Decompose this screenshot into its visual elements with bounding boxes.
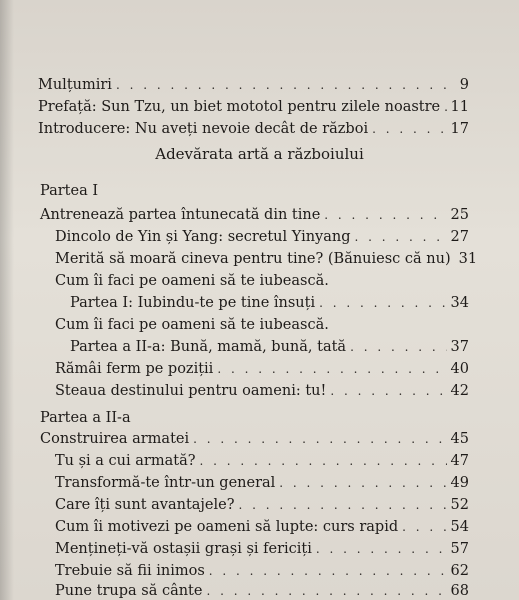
toc-entry-page: 37: [450, 339, 469, 355]
part-label: Partea I: [40, 183, 99, 199]
toc-entry-page: 47: [450, 453, 469, 469]
toc-leader: [209, 562, 447, 580]
toc-leader: [355, 228, 447, 246]
toc-entry-page: 31: [458, 251, 478, 267]
part-label: Partea a II-a: [40, 410, 131, 426]
toc-entry-page: 9: [459, 77, 469, 93]
toc-entry: [55, 518, 469, 536]
toc-entry: [55, 272, 469, 290]
toc-entry: [70, 338, 469, 356]
toc-entry-title: Merită să moară cineva pentru tine? (Bănuiesc că nu): [55, 251, 451, 267]
toc-leader: [217, 360, 446, 378]
toc-entry-title: Trebuie să fii inimos: [55, 563, 205, 579]
toc-entry-page: 54: [450, 519, 469, 535]
toc-leader: [350, 338, 446, 356]
toc-entry: [38, 76, 469, 94]
toc-entry: [55, 582, 469, 600]
toc-entry: [55, 452, 469, 470]
toc-entry-title: Antrenează partea întunecată din tine: [40, 207, 321, 223]
toc-entry: [55, 496, 469, 514]
toc-entry: [55, 316, 469, 334]
toc-entry-title: Partea I: Iubindu-te pe tine însuți: [70, 295, 316, 311]
toc-leader: [402, 518, 446, 536]
toc-leader: [444, 98, 446, 116]
toc-entry-title: Steaua destinului pentru oameni: tu!: [55, 383, 327, 399]
toc-entry-title: Tu și a cui armată?: [55, 453, 196, 469]
toc-leader: [206, 582, 446, 600]
toc-entry: [55, 360, 469, 378]
toc-entry-title: Rămâi ferm pe poziții: [55, 361, 214, 377]
toc-entry: [40, 206, 469, 224]
toc-entry-title: Menținеți-vă ostașii grași și fericiți: [55, 541, 312, 557]
toc-entry: [40, 430, 469, 448]
toc-leader: [116, 76, 456, 94]
toc-entry: [38, 120, 469, 138]
toc-entry-page: 40: [450, 361, 469, 377]
toc-entry-page: 25: [450, 207, 469, 223]
toc-leader: [330, 382, 446, 400]
toc-entry: [55, 540, 469, 558]
toc-entry-page: 62: [450, 563, 469, 579]
toc-leader: [319, 294, 446, 312]
toc-entry-page: 34: [450, 295, 469, 311]
toc-entry-title: Transformă-te într-un general: [55, 475, 276, 491]
toc-entry: [55, 228, 469, 246]
toc-entry: [70, 294, 469, 312]
toc-entry-title: Cum îi motivezi pe oameni să lupte: curs rapid: [55, 519, 399, 535]
toc-leader: [324, 206, 446, 224]
toc-entry-title: Cum îi faci pe oameni să te iubească.: [55, 317, 329, 333]
toc-entry: [55, 474, 469, 492]
toc-entry-title: Prefață: Sun Tzu, un biet mototol pentru zilele noastre: [38, 99, 441, 115]
toc-entry-page: 27: [450, 229, 469, 245]
toc-entry-title: Cum îi faci pe oameni să te iubească.: [55, 273, 329, 289]
toc-entry-title: Pune trupa să cânte: [55, 583, 203, 599]
toc-entry: [55, 562, 469, 580]
toc-entry-page: 11: [450, 99, 469, 115]
toc-entry-page: 45: [450, 431, 469, 447]
toc-entry-page: 49: [450, 475, 469, 491]
toc-leader: [372, 120, 446, 138]
toc-entry: [55, 250, 478, 268]
toc-entry-title: Partea a II-a: Bună, mamă, bună, tată: [70, 339, 347, 355]
toc-entry-page: 57: [450, 541, 469, 557]
toc-entry-page: 17: [450, 121, 469, 137]
toc-entry-title: Construirea armatei: [40, 431, 190, 447]
toc-leader: [279, 474, 446, 492]
toc-leader: [316, 540, 447, 558]
toc-entry-title: Introducere: Nu aveți nevoie decât de război: [38, 121, 369, 137]
toc-leader: [199, 452, 446, 470]
section-title: Adevărata artă a războiului: [155, 145, 364, 163]
toc-entry-page: 68: [450, 583, 469, 599]
toc-entry: [38, 98, 469, 116]
toc-entry-page: 52: [450, 497, 469, 513]
toc-entry-title: Mulțumiri: [38, 77, 112, 93]
toc-leader: [193, 430, 446, 448]
toc-entry: [55, 382, 469, 400]
toc-leader: [239, 496, 447, 514]
page-shadow: [0, 0, 14, 600]
toc-entry-title: Dincolo de Yin și Yang: secretul Yinyang: [55, 229, 351, 245]
toc-entry-page: 42: [450, 383, 469, 399]
toc-entry-title: Care îți sunt avantajele?: [55, 497, 235, 513]
